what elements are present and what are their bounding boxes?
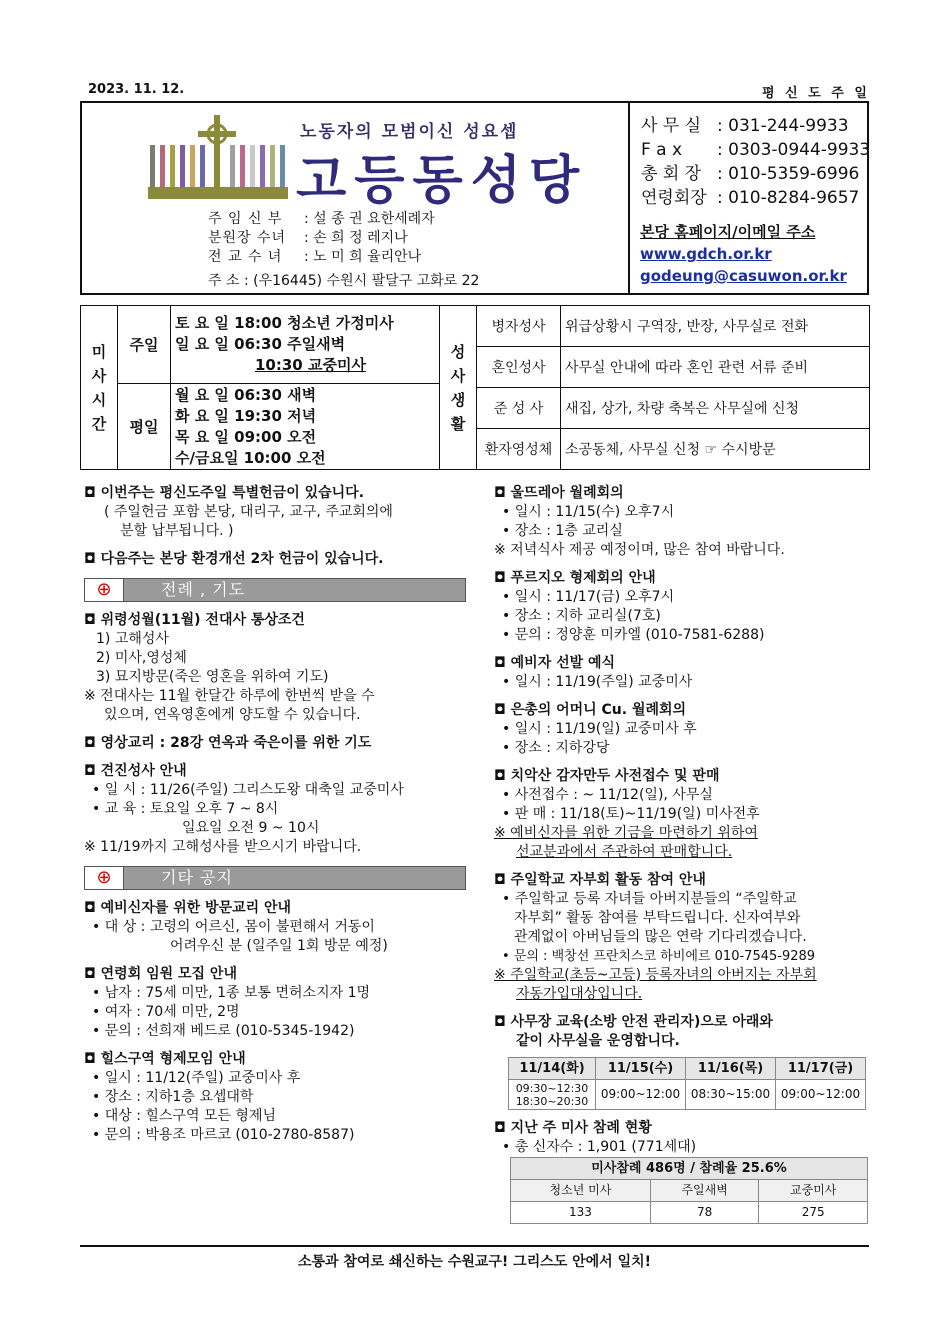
contact-list — [641, 114, 870, 210]
notice-title: ◘ 주일학교 자부회 활동 참여 안내 — [494, 871, 872, 890]
list-item: • 교 육 : 토요일 오후 7 ~ 8시 — [84, 800, 466, 819]
notice-title: 같이 사무실을 운영합니다. — [516, 1033, 680, 1049]
attendance-summary: 미사참례 486명 / 참례율 25.6% — [511, 1158, 868, 1180]
notice-title: ◘ 위령성월(11월) 전대사 통상조건 — [84, 611, 466, 630]
mass-time-label: 미 사 시 간 — [81, 306, 118, 470]
left-column — [84, 484, 466, 1145]
sacrament-name: 혼인성사 — [477, 346, 561, 387]
clergy-list — [208, 210, 435, 267]
clergy-role: 전 교 수 녀 — [208, 249, 283, 265]
notice-note: ※ 전대사는 11월 한달간 하루에 한번씩 받을 수 — [84, 688, 375, 704]
contact-value: : 010-5359-6996 — [717, 164, 860, 184]
office-hour: 09:30~12:30 18:30~20:30 — [509, 1080, 596, 1110]
notice-note: 자동가입대상입니다. — [516, 986, 643, 1002]
sacrament-desc: 위급상황시 구역장, 반장, 사무실로 전화 — [561, 306, 870, 346]
notice-note: 있으며, 연옥영혼에게 양도할 수 있습니다. — [104, 707, 361, 723]
clergy-name: : 손 희 정 레지나 — [304, 230, 408, 246]
footer-slogan: 소통과 참여로 쇄신하는 수원교구! 그리스도 안에서 일치! — [297, 1254, 652, 1270]
notice-title: ◘ 힐스구역 형제모임 안내 — [84, 1050, 466, 1069]
notice-title: ◘ 푸르지오 형제회의 안내 — [494, 569, 872, 588]
footer-divider — [80, 1245, 869, 1247]
notice-note: ※ 11/19까지 고해성사를 받으시기 바랍니다. — [84, 839, 362, 855]
notice-title: ◘ 연령회 임원 모집 안내 — [84, 965, 466, 984]
sacrament-name: 환자영성체 — [477, 429, 561, 469]
section-bar-liturgy: ⊕ 전례 , 기도 — [84, 578, 466, 602]
list-item: 관계없이 아버님들의 많은 연락 기다리겠습니다. — [514, 929, 807, 945]
notice-title: ◘ 은총의 어머니 Cu. 월례회의 — [494, 701, 872, 720]
office-day: 11/17(금) — [776, 1058, 866, 1080]
circle-plus-icon: ⊕ — [85, 579, 124, 601]
notice-title: ◘ 이번주는 평신도주일 특별헌금이 있습니다. — [84, 484, 466, 503]
attendance-table — [510, 1157, 868, 1224]
attendance-head: 주일새벽 — [650, 1180, 759, 1202]
list-item: • 일 시 : 11/26(주일) 그리스도왕 대축일 교중미사 — [84, 781, 466, 800]
office-day: 11/16(목) — [686, 1058, 776, 1080]
list-item: • 장소 : 지하강당 — [494, 739, 872, 758]
bulletin-date: 2023. 11. 12. — [88, 82, 185, 97]
church-address: 주 소 : (우16445) 수원시 팔달구 고화로 22 — [208, 273, 480, 289]
office-hour: 09:00~12:00 — [596, 1080, 686, 1110]
notice-text: 분할 납부됩니다. ) — [120, 523, 234, 539]
weekday-times: 월 요 일 06:30 새벽 화 요 일 19:30 저녁 목 요 일 09:00 오전 수/금요일 10:00 오전 — [171, 384, 440, 470]
list-item: 2) 미사,영성체 — [96, 650, 187, 666]
notice-title: ◘ 다음주는 본당 환경개선 2차 헌금이 있습니다. — [84, 550, 466, 569]
notice-title: ◘ 영상교리 : 28강 연옥과 죽은이를 위한 기도 — [84, 734, 466, 753]
office-hours-table — [508, 1057, 866, 1110]
sunday-label: 주일 — [118, 306, 171, 384]
list-item: 3) 묘지방문(죽은 영혼을 위하여 기도) — [96, 669, 329, 685]
list-item: • 일시 : 11/19(일) 교중미사 후 — [494, 720, 872, 739]
notice-note: 선교분과에서 주관하여 판매합니다. — [516, 844, 733, 860]
notice-note: ※ 주일학교(초등~고등) 등록자녀의 아버지는 자부회 — [494, 967, 817, 983]
contact-value: : 031-244-9933 — [717, 116, 849, 136]
list-item: 어려우신 분 (일주일 1회 방문 예정) — [170, 938, 388, 954]
clergy-name: : 설 종 권 요한세례자 — [304, 211, 435, 227]
list-item: 1) 고해성사 — [96, 631, 169, 647]
list-item: • 문의 : 선희재 베드로 (010-5345-1942) — [84, 1022, 466, 1041]
notice-title: ◘ 견진성사 안내 — [84, 762, 466, 781]
attendance-head: 교중미사 — [759, 1180, 868, 1202]
sunday-name: 평 신 도 주 일 — [762, 86, 870, 101]
notice-note: ※ 예비신자를 위한 기금을 마련하기 위하여 — [494, 825, 758, 841]
list-item: • 문의 : 백창선 프란치스코 하비에르 010-7545-9289 — [494, 947, 872, 966]
notice-title: ◘ 치악산 감자만두 사전접수 및 판매 — [494, 767, 872, 786]
office-day: 11/15(수) — [596, 1058, 686, 1080]
contact-label: F a x — [641, 140, 683, 160]
office-hour: 09:00~12:00 — [776, 1080, 866, 1110]
office-hour: 08:30~15:00 — [686, 1080, 776, 1110]
list-item: • 사전접수 : ~ 11/12(일), 사무실 — [494, 786, 872, 805]
homepage-block — [640, 221, 847, 287]
list-item: • 대 상 : 고령의 어르신, 몸이 불편해서 거동이 — [84, 918, 466, 937]
list-item: • 장소 : 지하 교리실(7호) — [494, 607, 872, 626]
list-item: • 일시 : 11/17(금) 오후7시 — [494, 588, 872, 607]
list-item: • 주일학교 등록 자녀들 아버지분들의 “주일학교 — [494, 890, 872, 909]
section-bar-other: ⊕ 기타 공지 — [84, 866, 466, 890]
church-motto: 노동자의 모범이신 성요셉 — [300, 122, 519, 142]
list-item: 자부회” 활동 참여를 부탁드립니다. 신자여부와 — [514, 910, 801, 926]
clergy-name: : 노 미 희 율리안나 — [304, 249, 422, 265]
office-day: 11/14(화) — [509, 1058, 596, 1080]
list-item: • 일시 : 11/19(주일) 교중미사 — [494, 673, 872, 692]
attendance-value: 78 — [650, 1202, 759, 1224]
attendance-value: 133 — [511, 1202, 651, 1224]
notice-text: ( 주일헌금 포함 본당, 대리구, 교구, 주교회의에 — [104, 504, 393, 520]
email-link[interactable]: godeung@casuwon.or.kr — [640, 267, 847, 285]
contact-label: 사 무 실 — [641, 116, 702, 136]
contact-value: : 0303-0944-9933 — [717, 140, 871, 160]
homepage-label: 본당 홈페이지/이메일 주소 — [640, 223, 816, 241]
sacrament-name: 병자성사 — [477, 306, 561, 346]
right-column — [494, 484, 872, 1224]
list-item: • 장소 : 1층 교리실 — [494, 522, 872, 541]
sacrament-desc: 사무실 안내에 따라 혼인 관련 서류 준비 — [561, 346, 870, 387]
list-item: • 장소 : 지하1층 요셉대학 — [84, 1088, 466, 1107]
circle-plus-icon: ⊕ — [85, 867, 124, 889]
attendance-value: 275 — [759, 1202, 868, 1224]
list-item: • 문의 : 박용조 마르코 (010-2780-8587) — [84, 1126, 466, 1145]
contact-value: : 010-8284-9657 — [717, 188, 860, 208]
notice-title: ◘ 울뜨레아 월례회의 — [494, 484, 872, 503]
notice-title: ◘ 예비신자를 위한 방문교리 안내 — [84, 899, 466, 918]
sacrament-desc: 소공동체, 사무실 신청 ☞ 수시방문 — [561, 429, 870, 469]
list-item: • 문의 : 정양훈 미카엘 (010-7581-6288) — [494, 626, 872, 645]
list-item: • 남자 : 75세 미만, 1종 보통 면허소지자 1명 — [84, 984, 466, 1003]
list-item: • 일시 : 11/15(수) 오후7시 — [494, 503, 872, 522]
clergy-role: 분원장 수녀 — [208, 230, 287, 246]
contact-label: 연령회장 — [641, 188, 707, 208]
church-name: 고등동성당 — [296, 151, 588, 211]
schedule-table — [80, 305, 870, 470]
notice-title: ◘ 예비자 선발 예식 — [494, 654, 872, 673]
list-item: 일요일 오전 9 ~ 10시 — [182, 820, 320, 836]
homepage-link[interactable]: www.gdch.or.kr — [640, 245, 772, 263]
notice-title: ◘ 사무장 교육(소방 안전 관리자)으로 아래와 — [494, 1013, 872, 1032]
notice-note: ※ 저녁식사 제공 예정이며, 많은 참여 바랍니다. — [494, 542, 785, 558]
list-item: • 여자 : 70세 미만, 2명 — [84, 1003, 466, 1022]
notice-title: ◘ 지난 주 미사 참례 현황 — [494, 1119, 872, 1138]
list-item: • 판 매 : 11/18(토)~11/19(일) 미사전후 — [494, 805, 872, 824]
sacrament-label: 성 사 생 활 — [440, 306, 477, 470]
sacrament-name: 준 성 사 — [477, 387, 561, 428]
list-item: • 일시 : 11/12(주일) 교중미사 후 — [84, 1069, 466, 1088]
weekday-label: 평일 — [118, 384, 171, 470]
header-divider — [628, 101, 630, 295]
list-item: • 총 신자수 : 1,901 (771세대) — [494, 1138, 872, 1157]
contact-label: 총 회 장 — [641, 164, 702, 184]
list-item: • 대상 : 힐스구역 모든 형제님 — [84, 1107, 466, 1126]
church-logo-icon — [148, 115, 288, 201]
sacrament-desc: 새집, 상가, 차량 축복은 사무실에 신청 — [561, 387, 870, 428]
sunday-times: 토 요 일 18:00 청소년 가정미사 일 요 일 06:30 주일새벽 10:30 교중미사 — [171, 306, 440, 384]
attendance-head: 청소년 미사 — [511, 1180, 651, 1202]
clergy-role: 주 임 신 부 — [208, 211, 283, 227]
